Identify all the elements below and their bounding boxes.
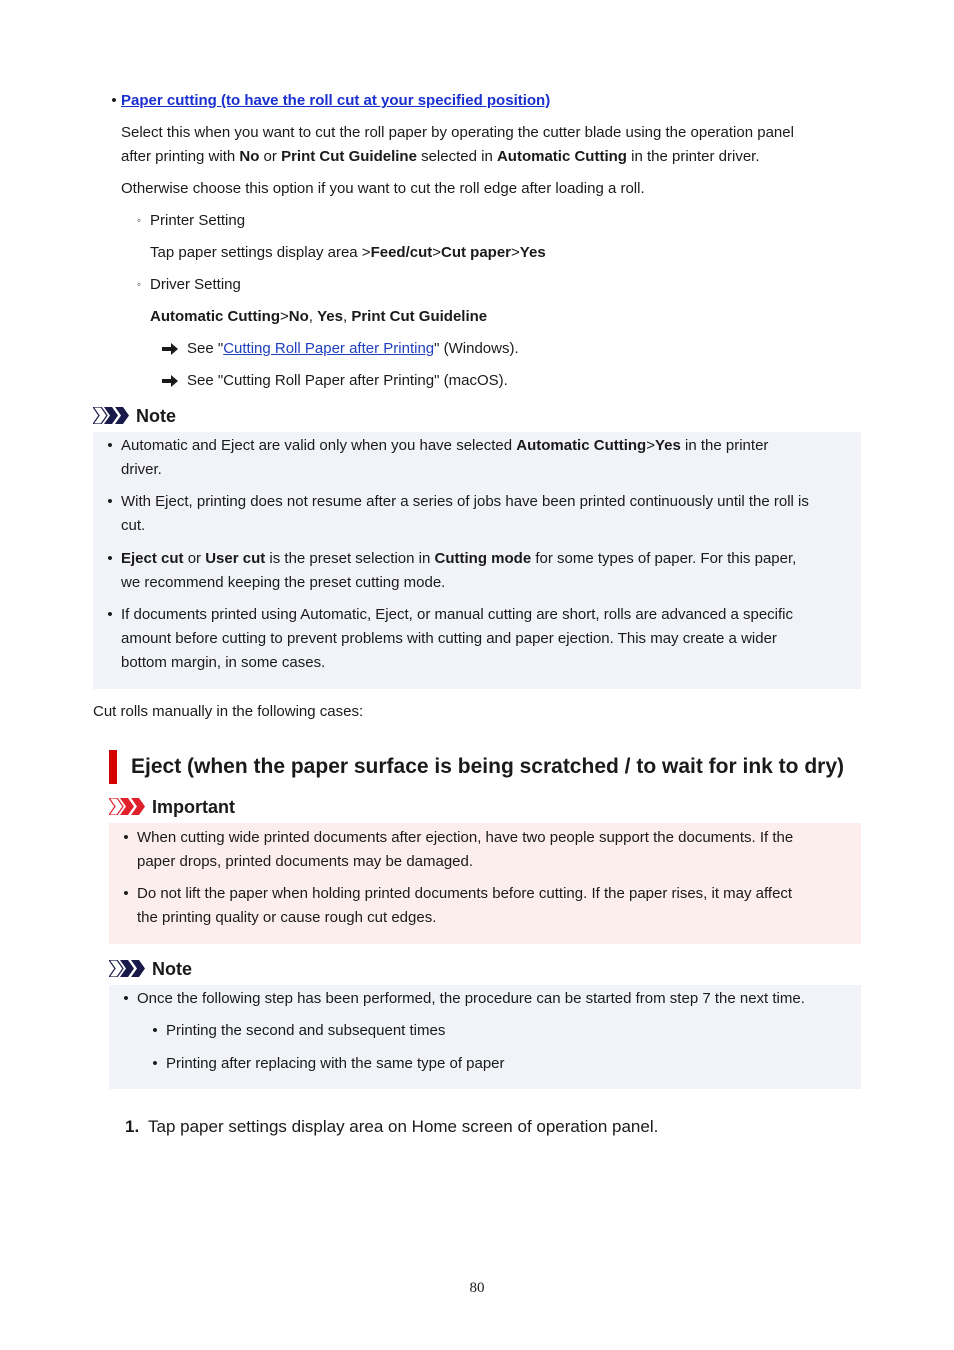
circle-bullet-icon: ◦ [137,279,141,291]
bullet-icon: • [107,437,113,454]
important-item: When cutting wide printed documents after ejection, have two people support the documents. If the [137,829,794,846]
bullet-icon: • [152,1022,158,1039]
cutting-roll-paper-link[interactable]: Cutting Roll Paper after Printing [223,340,435,357]
important-chevrons-icon [109,798,147,815]
see-macos: See "Cutting Roll Paper after Printing" (macOS). [187,372,508,389]
note-item-cont: cut. [121,517,146,534]
note-item: If documents printed using Automatic, Eject, or manual cutting are short, rolls are advanced a specific [121,606,794,623]
driver-setting-value: Automatic Cutting>No, Yes, Print Cut Guideline [150,308,488,325]
circle-bullet-icon: ◦ [137,215,141,227]
note-title: Note [152,959,192,979]
note-title: Note [136,406,176,426]
bullet-icon: • [123,990,129,1007]
section-marker [109,750,117,784]
note-item-cont: bottom margin, in some cases. [121,654,326,671]
note-item-cont: amount before cutting to prevent problems with cutting and paper ejection. This may create a wider [121,630,777,647]
note-item-cont: we recommend keeping the preset cutting mode. [121,574,446,591]
note-subitem: Printing after replacing with the same type of paper [166,1055,505,1072]
right-arrow-icon [162,343,178,355]
note-chevrons-icon [109,960,147,977]
bullet-icon: • [107,606,113,623]
bullet-icon: • [107,550,113,567]
paper-cutting-item [121,89,550,113]
bullet-icon: • [123,885,129,902]
paper-cutting-description-cont: after printing with No or Print Cut Guideline selected in Automatic Cutting in the printer driver. [121,148,760,165]
bullet-icon: • [111,92,117,109]
important-title: Important [152,797,235,817]
printer-setting-value: Tap paper settings display area >Feed/cut>Cut paper>Yes [150,244,546,261]
paper-cutting-alt-description: Otherwise choose this option if you want to cut the roll edge after loading a roll. [121,180,645,197]
note-subitem: Printing the second and subsequent times [166,1022,446,1039]
see-windows: See "Cutting Roll Paper after Printing" (Windows). [187,340,519,357]
note-item: With Eject, printing does not resume after a series of jobs have been printed continuously until the roll is [121,493,809,510]
note-item: Eject cut or User cut is the preset selection in Cutting mode for some types of paper. For this paper, [121,550,797,567]
paper-cutting-description: Select this when you want to cut the roll paper by operating the cutter blade using the operation panel [121,124,794,141]
bullet-icon: • [107,493,113,510]
page-number: 80 [469,1280,485,1296]
bullet-icon: • [152,1055,158,1072]
important-item-cont: the printing quality or cause rough cut edges. [137,909,437,926]
section-title: Eject (when the paper surface is being scratched / to wait for ink to dry) [131,755,844,778]
paper-cutting-link[interactable]: Paper cutting (to have the roll cut at your specified position) [121,92,551,109]
important-item-cont: paper drops, printed documents may be damaged. [137,853,474,870]
right-arrow-icon [162,375,178,387]
note-item-cont: driver. [121,461,162,478]
step-text: Tap paper settings display area on Home screen of operation panel. [148,1117,659,1136]
bullet-icon: • [123,829,129,846]
note-item: Once the following step has been performed, the procedure can be started from step 7 the next time. [137,990,805,1007]
note-chevrons-icon [93,407,131,424]
step-number: 1. [125,1117,140,1136]
printer-setting-label: Printer Setting [150,212,246,229]
important-item: Do not lift the paper when holding printed documents before cutting. If the paper rises, it may affect [137,885,793,902]
driver-setting-label: Driver Setting [150,276,241,293]
manual-cut-intro: Cut rolls manually in the following cases: [93,703,364,720]
note-item: Automatic and Eject are valid only when you have selected Automatic Cutting>Yes in the printer [121,437,769,454]
